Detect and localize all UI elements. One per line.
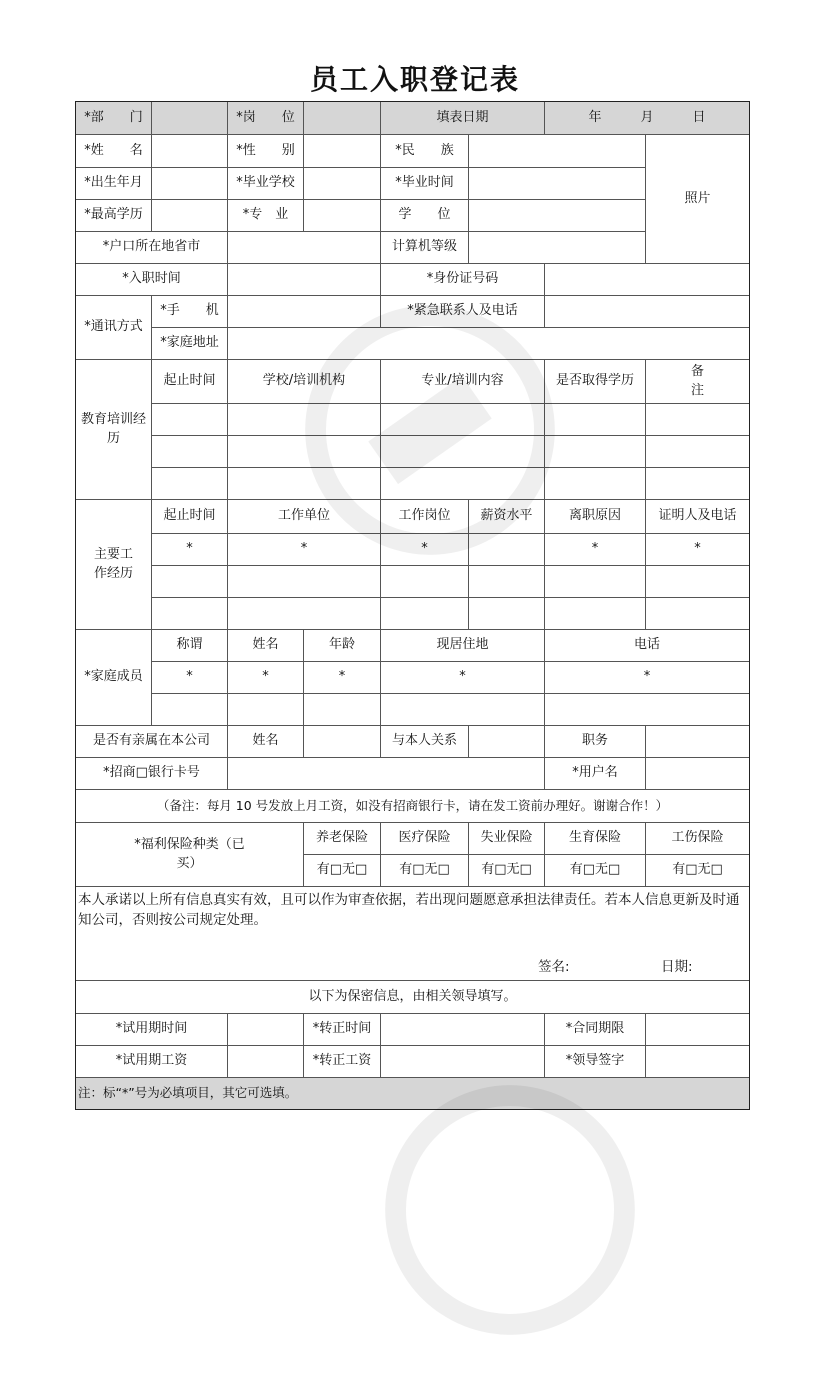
school-input[interactable]	[304, 168, 381, 200]
work-row-cell[interactable]	[469, 566, 545, 598]
hukou-input[interactable]	[228, 232, 381, 264]
work-row-cell[interactable]: *	[228, 534, 381, 566]
work-row-cell[interactable]: *	[545, 534, 646, 566]
insurance-option-checkbox[interactable]: 有□无□	[646, 855, 749, 887]
pledge-section	[76, 887, 749, 981]
family-row-cell[interactable]: *	[152, 662, 228, 694]
edu-header-school: 学校/培训机构	[228, 360, 381, 404]
work-row-cell[interactable]: *	[646, 534, 749, 566]
work-label: 主要工作经历	[76, 500, 152, 630]
edu-label: *最高学历	[76, 200, 152, 232]
regular-salary-label: *转正工资	[304, 1046, 381, 1078]
work-row-cell[interactable]	[381, 598, 469, 630]
insurance-option-checkbox[interactable]: 有□无□	[545, 855, 646, 887]
work-row-cell[interactable]: *	[152, 534, 228, 566]
hukou-label: *户口所在地省市	[76, 232, 228, 264]
family-header-title: 称谓	[152, 630, 228, 662]
emergency-input[interactable]	[545, 296, 749, 328]
work-row-cell[interactable]	[152, 566, 228, 598]
fill-date-input[interactable]: 年 月 日	[545, 102, 749, 135]
edu-row-cell[interactable]	[545, 436, 646, 468]
family-row-cell[interactable]	[228, 694, 304, 726]
major-input[interactable]	[304, 200, 381, 232]
family-row-cell[interactable]	[381, 694, 545, 726]
edu-header-degree: 是否取得学历	[545, 360, 646, 404]
insurance-option-checkbox[interactable]: 有□无□	[304, 855, 381, 887]
family-row-cell[interactable]: *	[381, 662, 545, 694]
work-header-reference: 证明人及电话	[646, 500, 749, 534]
name-input[interactable]	[152, 135, 228, 168]
regular-salary-input[interactable]	[381, 1046, 545, 1078]
name-label: *姓 名	[76, 135, 152, 168]
dept-label: *部 门	[76, 102, 152, 135]
insurance-injury: 工伤保险	[646, 823, 749, 855]
relatives-position-label: 职务	[545, 726, 646, 758]
pledge-text: 本人承诺以上所有信息真实有效，且可以作为审查依据，若出现问题愿意承担法律责任。若本人信息更新及时通知公司，否则按公司规定处理。	[78, 892, 740, 928]
edu-row-cell[interactable]	[228, 404, 381, 436]
insurance-option-checkbox[interactable]: 有□无□	[381, 855, 469, 887]
confidential-heading: 以下为保密信息，由相关领导填写。	[76, 981, 749, 1014]
family-row-cell[interactable]	[545, 694, 749, 726]
contract-input[interactable]	[646, 1014, 749, 1046]
edu-row-cell[interactable]	[152, 404, 228, 436]
work-row-cell[interactable]	[646, 598, 749, 630]
gender-input[interactable]	[304, 135, 381, 168]
family-header-address: 现居住地	[381, 630, 545, 662]
work-row-cell[interactable]	[545, 566, 646, 598]
relatives-name-input[interactable]	[304, 726, 381, 758]
work-row-cell[interactable]	[228, 598, 381, 630]
work-row-cell[interactable]	[545, 598, 646, 630]
insurance-medical: 医疗保险	[381, 823, 469, 855]
relatives-relation-label: 与本人关系	[381, 726, 469, 758]
phone-label: *手 机	[152, 296, 228, 328]
edu-row-cell[interactable]	[646, 436, 749, 468]
family-row-cell[interactable]	[304, 694, 381, 726]
probation-time-input[interactable]	[228, 1014, 304, 1046]
ethnicity-label: *民 族	[381, 135, 469, 168]
work-header-salary: 薪资水平	[469, 500, 545, 534]
relatives-position-input[interactable]	[646, 726, 749, 758]
relatives-question: 是否有亲属在本公司	[76, 726, 228, 758]
bank-note: （备注：每月 10 号发放上月工资，如没有招商银行卡，请在发工资前办理好。谢谢合作！）	[76, 790, 749, 823]
registration-form	[75, 101, 750, 1110]
date-label: 日期:	[661, 959, 693, 975]
gender-label: *性 别	[228, 135, 304, 168]
edu-row-cell[interactable]	[646, 468, 749, 500]
edu-row-cell[interactable]	[545, 404, 646, 436]
family-row-cell[interactable]	[152, 694, 228, 726]
work-row-cell[interactable]	[228, 566, 381, 598]
ethnicity-input[interactable]	[469, 135, 646, 168]
school-label: *毕业学校	[228, 168, 304, 200]
leader-sign-label: *领导签字	[545, 1046, 646, 1078]
address-input[interactable]	[228, 328, 749, 360]
username-label: *用户名	[545, 758, 646, 790]
edu-header-period: 起止时间	[152, 360, 228, 404]
work-row-cell[interactable]	[469, 598, 545, 630]
address-label: *家庭地址	[152, 328, 228, 360]
insurance-unemployment: 失业保险	[469, 823, 545, 855]
family-label: *家庭成员	[76, 630, 152, 726]
dept-input[interactable]	[152, 102, 228, 135]
computer-label: 计算机等级	[381, 232, 469, 264]
family-row-cell[interactable]: *	[228, 662, 304, 694]
probation-time-label: *试用期时间	[76, 1014, 228, 1046]
birth-input[interactable]	[152, 168, 228, 200]
probation-salary-label: *试用期工资	[76, 1046, 228, 1078]
education-label: 教育培训经历	[76, 360, 152, 500]
contract-label: *合同期限	[545, 1014, 646, 1046]
family-header-name: 姓名	[228, 630, 304, 662]
work-header-reason: 离职原因	[545, 500, 646, 534]
work-row-cell[interactable]	[152, 598, 228, 630]
entry-label: *入职时间	[76, 264, 228, 296]
photo-box[interactable]: 照片	[646, 135, 749, 264]
work-row-cell[interactable]	[469, 534, 545, 566]
family-row-cell[interactable]: *	[545, 662, 749, 694]
insurance-option-checkbox[interactable]: 有□无□	[469, 855, 545, 887]
idcard-label: *身份证号码	[381, 264, 545, 296]
major-label: *专 业	[228, 200, 304, 232]
work-header-period: 起止时间	[152, 500, 228, 534]
leader-sign-input[interactable]	[646, 1046, 749, 1078]
work-row-cell[interactable]	[646, 566, 749, 598]
relatives-relation-input[interactable]	[469, 726, 545, 758]
family-header-age: 年龄	[304, 630, 381, 662]
grad-time-input[interactable]	[469, 168, 646, 200]
regular-time-input[interactable]	[381, 1014, 545, 1046]
insurance-pension: 养老保险	[304, 823, 381, 855]
degree-input[interactable]	[469, 200, 646, 232]
contact-label: *通讯方式	[76, 296, 152, 360]
work-header-post: 工作岗位	[381, 500, 469, 534]
post-input[interactable]	[304, 102, 381, 135]
sign-label: 签名:	[538, 959, 570, 975]
edu-row-cell[interactable]	[381, 468, 545, 500]
post-label: *岗 位	[228, 102, 304, 135]
footnote: 注：标“*”号为必填项目，其它可选填。	[76, 1078, 749, 1109]
edu-row-cell[interactable]	[228, 468, 381, 500]
emergency-label: *紧急联系人及电话	[381, 296, 545, 328]
insurance-label: *福利保险种类（已买）	[76, 823, 304, 887]
form-title: 员工入职登记表	[309, 63, 520, 96]
probation-salary-input[interactable]	[228, 1046, 304, 1078]
fill-date-label: 填表日期	[381, 102, 545, 135]
degree-label: 学 位	[381, 200, 469, 232]
edu-header-remark: 备注	[646, 360, 749, 404]
username-input[interactable]	[646, 758, 749, 790]
idcard-input[interactable]	[545, 264, 749, 296]
edu-row-cell[interactable]	[545, 468, 646, 500]
edu-header-major: 专业/培训内容	[381, 360, 545, 404]
work-row-cell[interactable]	[381, 566, 469, 598]
edu-row-cell[interactable]	[381, 404, 545, 436]
bank-card-label: *招商□银行卡号	[76, 758, 228, 790]
insurance-maternity: 生育保险	[545, 823, 646, 855]
edu-row-cell[interactable]	[381, 436, 545, 468]
family-header-phone: 电话	[545, 630, 749, 662]
relatives-name-label: 姓名	[228, 726, 304, 758]
edu-row-cell[interactable]	[152, 436, 228, 468]
edu-row-cell[interactable]	[228, 436, 381, 468]
computer-input[interactable]	[469, 232, 646, 264]
family-row-cell[interactable]: *	[304, 662, 381, 694]
work-row-cell[interactable]: *	[381, 534, 469, 566]
edu-input[interactable]	[152, 200, 228, 232]
work-header-company: 工作单位	[228, 500, 381, 534]
edu-row-cell[interactable]	[646, 404, 749, 436]
birth-label: *出生年月	[76, 168, 152, 200]
grad-time-label: *毕业时间	[381, 168, 469, 200]
regular-time-label: *转正时间	[304, 1014, 381, 1046]
entry-input[interactable]	[228, 264, 381, 296]
phone-input[interactable]	[228, 296, 381, 328]
bank-card-input[interactable]	[228, 758, 545, 790]
edu-row-cell[interactable]	[152, 468, 228, 500]
